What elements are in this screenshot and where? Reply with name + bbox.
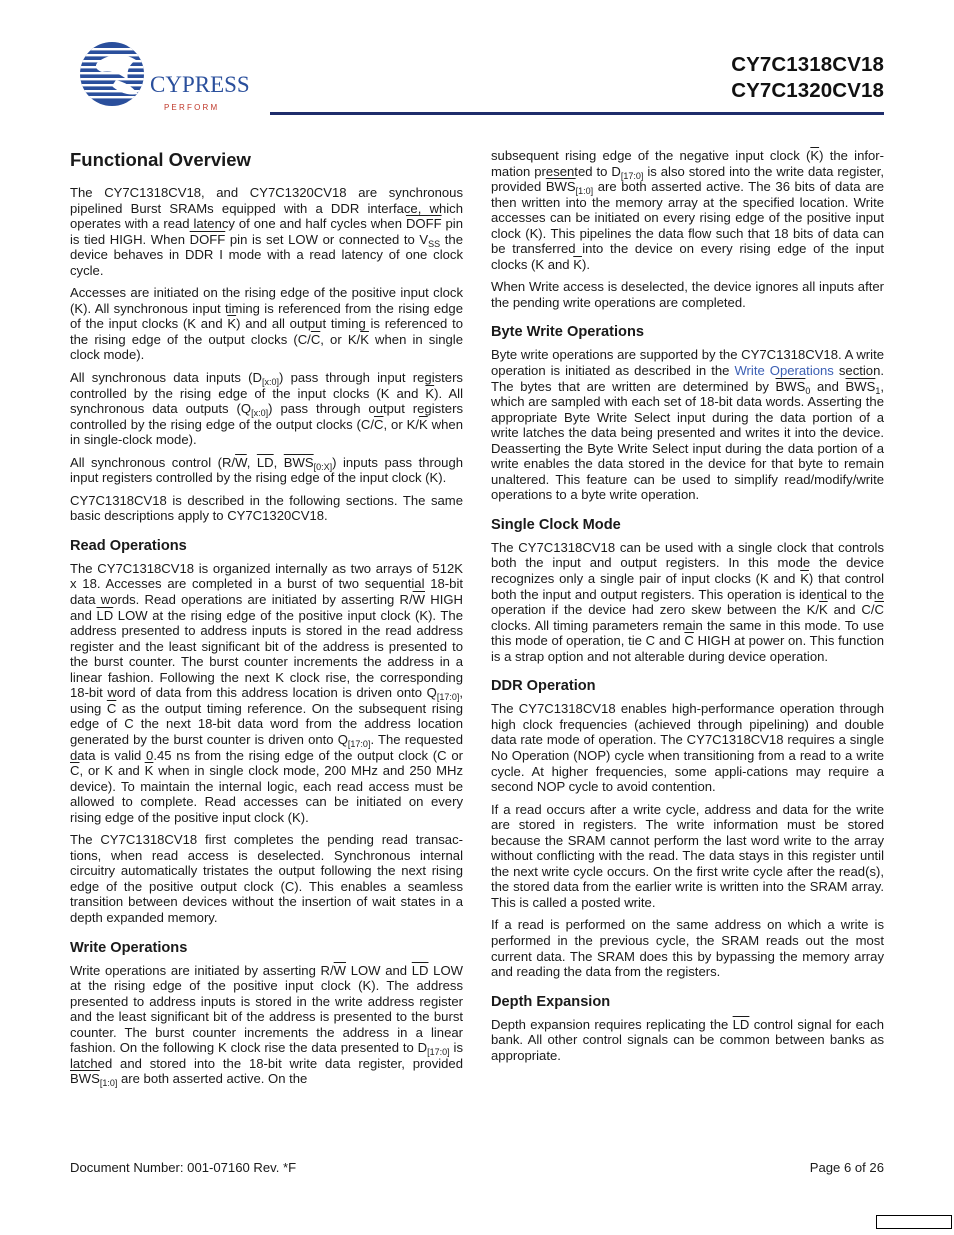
logo-tagline: P E R F O R M <box>164 103 218 112</box>
header-divider <box>270 112 884 115</box>
document-number: Document Number: 001-07160 Rev. *F <box>70 1160 297 1175</box>
control-paragraph: All synchronous control ($R/\overline{W}$, $\overline{LD}$, $\overline{BWS}_{[0:X]}$) inputs pass through input registers controlled by the rising edge of the input clock (K). <box>70 454 464 486</box>
single-clock-paragraph: The CY7C1318CV18 can be used with a single clock that controls both the input and output registers. In this mode the device recognizes only a single pair of input clocks (K and $\overline{K}$) that control both the input and output registers. This operation is identical to the operation if the device had zero skew between the $K/\overline{K}$ and $C/\overline{C}$ clocks. All timing parameters remain the same in this mode. To use this mode of operation, tie C and $\overline{C}$ HIGH at power on. This function is a strap option and not alterable during device operation. <box>491 539 884 664</box>
read-deselect-paragraph: The CY7C1318CV18 first completes the pending read transac-tions, when read access is deselected. Synchronous internal circuitry automatically tristates the output following the next rising edge of the positive output clock (C). This enables a seamless transition between devices without the insertion of wait states in a depth expanded memory. <box>70 832 463 925</box>
write-continued-paragraph: subsequent rising edge of the negative input clock $(\overline{K})$ the infor-mation presented to $D_{[17:0]}$ is also stored into the write data register, provided $\overline{BWS}_{[1:0]}$ are both asserted active. The 36 bits of data are then written into the memory array at the specified location. Write accesses can be initiated on every rising edge of the positive input clock (K). This pipelines the data flow such that 18 bits of data can be transferred into the device on every rising edge of the input clocks (K and $\overline{K}$). <box>491 148 884 272</box>
write-deselect-paragraph: When Write access is deselected, the device ignores all inputs after the pending write operations are completed. <box>491 279 884 310</box>
single-clock-heading: Single Clock Mode <box>491 516 621 533</box>
write-operations-link[interactable]: Write Operations <box>734 363 834 379</box>
description-paragraph: CY7C1318CV18 is described in the following sections. The same basic descriptions apply to CY7C1320CV18. <box>70 492 463 524</box>
ddr-paragraph-2: If a read occurs after a write cycle, address and data for the write are stored in registers. The write information must be stored because the SRAM cannot perform the last word write to the array without conflicting with the read. The data stays in this register until the next write cycle occurs. On the first write cycle after the read(s), the stored data from the earlier write is written into the SRAM array. This is called a posted write. <box>491 801 884 910</box>
logo-wordmark: CYPRESS <box>150 72 250 97</box>
data-io-paragraph: All synchronous data inputs $(D_{[x:0]})$ pass through input registers controlled by the rising edge of the input clocks (K and $\overline{K}$). All synchronous data outputs $(Q_{[x:0]})$ pass through output registers controlled by the rising edge of the output clocks ($C/\overline{C}$, or $K/\overline{K}$ when in single-clock mode). <box>70 370 464 448</box>
left-column <box>70 148 463 1094</box>
feedback-box[interactable] <box>876 1215 952 1229</box>
ddr-paragraph-1: The CY7C1318CV18 enables high-performance operation through high clock frequencies (achieved through pipelining) and double data rate mode of operation. The CY7C1318CV18 requires a single No Operation (NOP) cycle when transitioning from a read to a write cycle. At higher frequencies, some appli-cations may require a second NOP cycle to avoid contention. <box>491 701 884 795</box>
ddr-paragraph-3: If a read is performed on the same address on which a write is performed in the previous cycle, the SRAM reads out the most current data. The SRAM does this by bypassing the memory array and reading the data from the registers. <box>491 917 884 980</box>
ddr-operation-heading: DDR Operation <box>491 678 596 695</box>
byte-write-heading: Byte Write Operations <box>491 324 644 341</box>
depth-expansion-heading: Depth Expansion <box>491 993 611 1010</box>
part-number-2: CY7C1320CV18 <box>731 79 884 102</box>
part-number-1: CY7C1318CV18 <box>731 53 884 76</box>
read-operations-heading: Read Operations <box>70 537 187 554</box>
cypress-logo <box>68 40 258 118</box>
clock-paragraph: Accesses are initiated on the rising edge of the positive input clock (K). All synchronous input timing is referenced from the rising edge of the input clocks (K and $\overline{K}$) and all output timing is referenced to the rising edge of the output clocks ($C/\overline{C}$, or $K/\overline{K}$ when in single clock mode). <box>70 285 464 363</box>
part-number-title <box>731 52 884 104</box>
read-operations-paragraph: The CY7C1318CV18 is organized internally as two arrays of 512K x 18. Accesses are completed in a burst of two sequential 18-bit data words. Read operations are initiated by asserting $R/\overline{W}$ HIGH and $\overline{LD}$ LOW at the rising edge of the positive input clock (K). The address presented to address inputs is stored in the read address register and the least significant bit of the address is presented to the burst counter. The burst counter increments the address in a linear fashion. Following the next K clock rise, the corresponding 18-bit word of data from this address location is driven onto $Q_{[17:0]}$, using $\overline{C}$ as the output timing reference. On the subsequent rising edge of C the next 18-bit data word from the address location generated by the burst counter is driven onto $Q_{[17:0]}$. The requested data is valid 0.45 ns from the rising edge of the output clock (C or $\overline{C}$, or K and $\overline{K}$ when in single clock mode, 200 MHz and 250 MHz device). To maintain the internal logic, each read access must be allowed to complete. Read accesses can be initiated on every rising edge of the positive input clock (K). <box>70 560 463 825</box>
section-title: Functional Overview <box>70 149 251 170</box>
write-operations-heading: Write Operations <box>70 939 188 956</box>
depth-expansion-paragraph: Depth expansion requires replicating the $\overline{LD}$ control signal for each bank. All other control signals can be common between banks as appropriate. <box>491 1016 884 1063</box>
intro-paragraph: The CY7C1318CV18, and CY7C1320CV18 are synchronous pipelined Burst SRAMs equipped with a DDR interface, which operates with a read latency of one and half cycles when DOFF pin is tied HIGH. When DOFF pin is set LOW or connected to $V_{SS}$ the device behaves in DDR I mode with a read latency of one clock cycle. <box>70 185 463 278</box>
page-number: Page 6 of 26 <box>809 1160 884 1175</box>
right-column <box>491 148 884 1070</box>
cypress-logo-graphic <box>68 40 258 118</box>
byte-write-paragraph: Byte write operations are supported by the CY7C1318CV18. A write operation is initiated as described in the Write Operations section. The bytes that are written are determined by $\overline{BWS}_0$ and $\overline{BWS}_1$, which are sampled with each set of 18-bit data words. Asserting the appropriate Byte Write Select input during the data portion of a write latches the data being presented and writes it into the device. Deasserting the Byte Write Select input during the data portion of a write enables the data stored in the device for that byte to remain unaltered. This feature can be used to simplify read/modify/write operations to a byte write operation. <box>491 347 885 503</box>
write-operations-paragraph: Write operations are initiated by asserting $R/\overline{W}$ LOW and $\overline{LD}$ LOW at the rising edge of the positive input clock (K). The address presented to address inputs is stored in the write address register and the least significant bit of the address is presented to the burst counter. The burst counter increments the address in a linear fashion. On the following K clock rise the data presented to $D_{[17:0]}$ is latched and stored into the 18-bit write data register, provided $\overline{BWS}_{[1:0]}$ are both asserted active. On the <box>70 962 463 1089</box>
